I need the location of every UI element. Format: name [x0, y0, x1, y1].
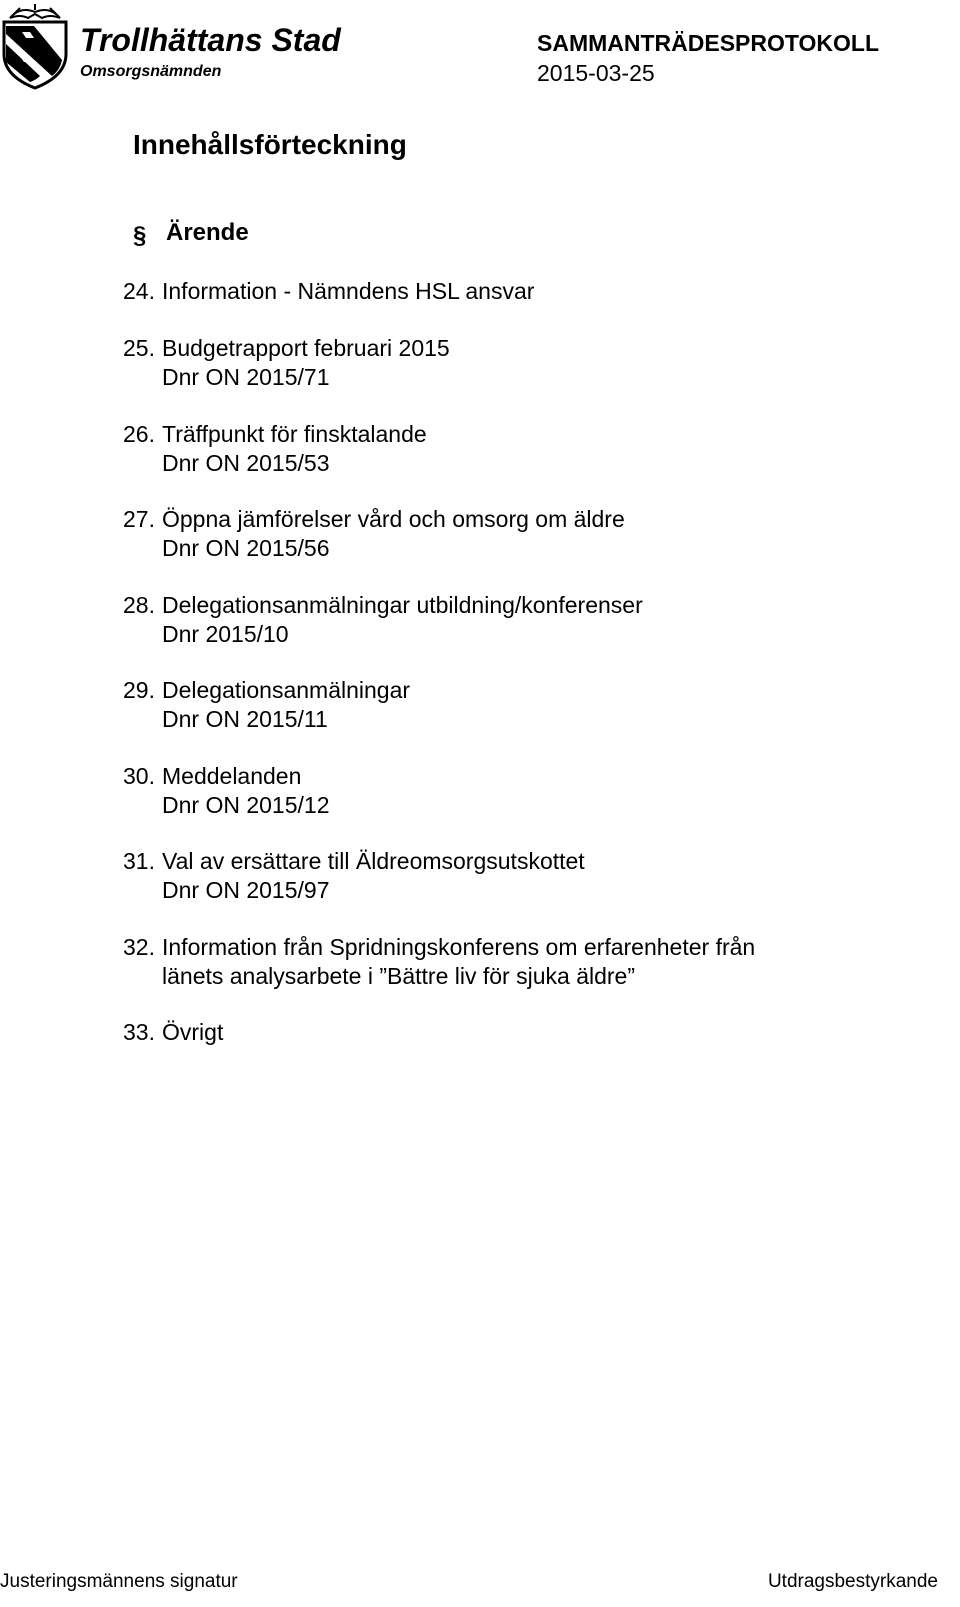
agenda-item-dnr: Dnr ON 2015/11: [162, 706, 328, 732]
city-coat-of-arms-icon: [0, 4, 70, 90]
agenda-item-dnr: Dnr ON 2015/56: [162, 535, 330, 561]
agenda-item-number: 28.: [123, 592, 155, 618]
section-heading: Ärende: [166, 219, 249, 246]
agenda-item-dnr: Dnr 2015/10: [162, 621, 289, 647]
agenda-item-number: 32.: [123, 934, 155, 960]
agenda-item-dnr: Dnr ON 2015/12: [162, 792, 330, 818]
section-symbol: §: [133, 222, 147, 249]
extract-certification-label: Utdragsbestyrkande: [767, 1571, 938, 1592]
agenda-item-title: Delegationsanmälningar: [162, 677, 411, 703]
organization-name: Trollhättans Stad: [80, 22, 341, 58]
agenda-item-title: Information från Spridningskonferens om erfarenheter från: [162, 934, 756, 960]
agenda-item-dnr: Dnr ON 2015/53: [162, 450, 330, 476]
agenda-item-number: 27.: [123, 506, 155, 532]
agenda-item-title-continued: länets analysarbete i ”Bättre liv för sjuka äldre”: [162, 963, 635, 989]
agenda-item-title: Träffpunkt för finsktalande: [162, 421, 427, 447]
agenda-item-title: Öppna jämförelser vård och omsorg om äldre: [162, 506, 625, 532]
meeting-date: 2015-03-25: [537, 60, 655, 86]
agenda-item-number: 30.: [123, 763, 155, 789]
organization-logo: [0, 0, 380, 95]
agenda-item-number: 24.: [123, 278, 155, 304]
agenda-item-dnr: Dnr ON 2015/71: [162, 364, 330, 390]
agenda-item-title: Budgetrapport februari 2015: [162, 335, 450, 361]
agenda-item-title: Information - Nämndens HSL ansvar: [162, 278, 535, 304]
department-name: Omsorgsnämnden: [80, 63, 222, 80]
agenda-item-number: 33.: [123, 1019, 155, 1045]
agenda-item-title: Delegationsanmälningar utbildning/konferenser: [162, 592, 643, 618]
agenda-item-number: 29.: [123, 677, 155, 703]
agenda-item-number: 26.: [123, 421, 155, 447]
agenda-item-title: Meddelanden: [162, 763, 302, 789]
document-type: SAMMANTRÄDESPROTOKOLL: [537, 30, 880, 56]
agenda-item-dnr: Dnr ON 2015/97: [162, 877, 330, 903]
agenda-item-number: 25.: [123, 335, 155, 361]
agenda-item-number: 31.: [123, 848, 155, 874]
adjuster-signature-label: Justeringsmännens signatur: [0, 1571, 238, 1592]
agenda-item-title: Övrigt: [162, 1019, 224, 1045]
page-title: Innehållsförteckning: [133, 129, 407, 160]
agenda-item-title: Val av ersättare till Äldreomsorgsutskottet: [162, 848, 585, 874]
